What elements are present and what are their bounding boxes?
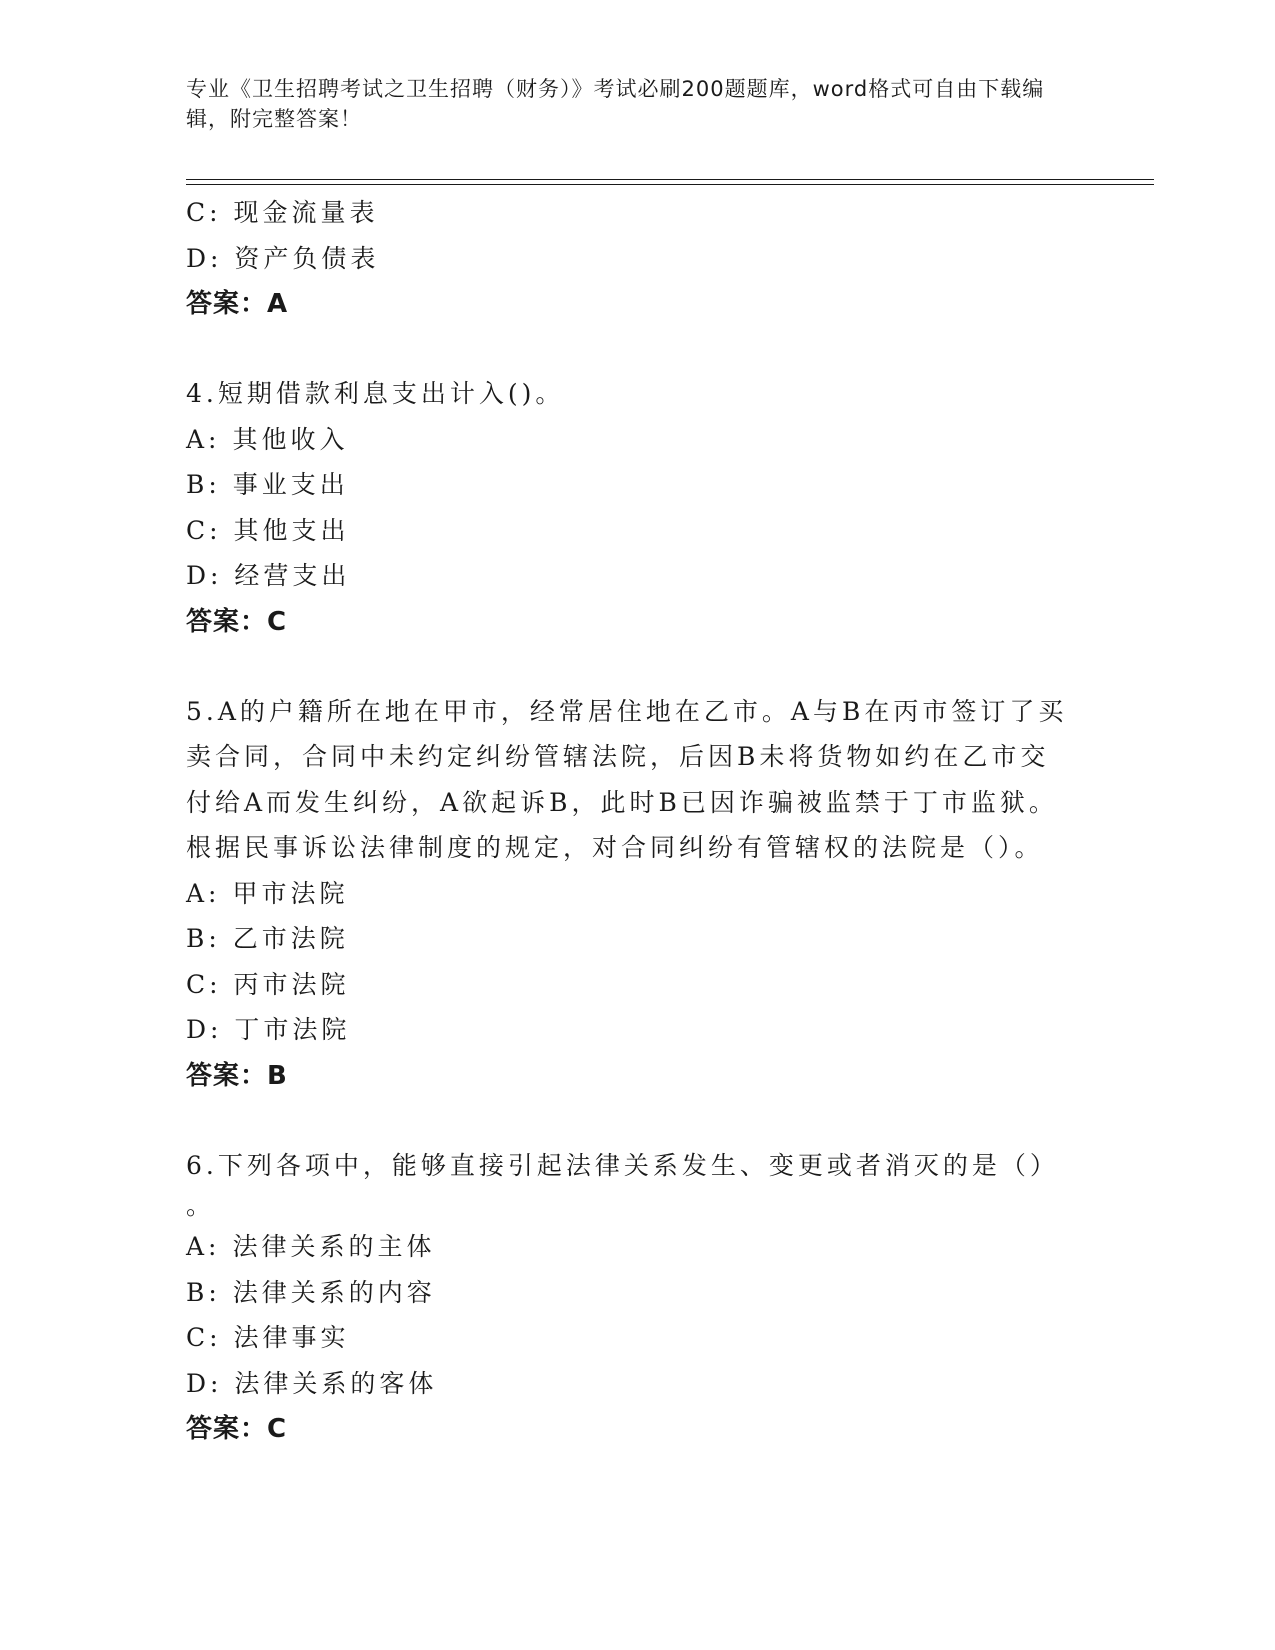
question-block-4 (186, 371, 1086, 645)
answer-line: 答案：A (186, 289, 289, 319)
question-stem-line: 付给A而发生纠纷，A欲起诉B，此时B已因诈骗被监禁于丁市监狱。 (186, 787, 1058, 817)
question-stem: 4.短期借款利息支出计入()。 (186, 379, 565, 408)
header-rule-bottom (186, 184, 1154, 185)
option-c: C: 法律事实 (186, 1323, 350, 1352)
option-d: D: 资产负债表 (186, 243, 380, 273)
option-c: C: 丙市法院 (186, 969, 350, 999)
option-d: D: 法律关系的客体 (186, 1368, 438, 1398)
answer-line: 答案：C (186, 606, 288, 637)
option-a: A: 法律关系的主体 (186, 1232, 436, 1261)
option-d: D: 丁市法院 (186, 1015, 351, 1044)
header-rule-top (186, 179, 1154, 180)
answer-line: 答案：C (186, 1414, 288, 1444)
option-c: C: 其他支出 (186, 515, 350, 545)
question-stem-line: 根据民事诉讼法律制度的规定，对合同纠纷有管辖权的法院是（）。 (186, 833, 1044, 862)
answer-line: 答案：B (186, 1060, 288, 1091)
option-a: A: 其他收入 (186, 424, 349, 454)
question-stem-line: 5.A的户籍所在地在甲市，经常居住地在乙市。A与B在丙市签订了买 (186, 696, 1068, 726)
question-stem-line: 卖合同，合同中未约定纠纷管辖法院，后因B未将货物如约在乙市交 (186, 742, 1050, 771)
option-d: D: 经营支出 (186, 561, 351, 590)
question-block-6 (186, 1143, 1086, 1453)
question-block-5 (186, 689, 1086, 1099)
question-block-prev (186, 190, 1086, 327)
question-stem-line: 。 (186, 1191, 212, 1220)
question-stem-line: 6.下列各项中，能够直接引起法律关系发生、变更或者消灭的是（） (186, 1150, 1059, 1180)
document-header: 专业《卫生招聘考试之卫生招聘（财务）》考试必刷200题题库，word格式可自由下载编辑，附完整答案！ (186, 77, 1045, 131)
question-list (186, 190, 1086, 1452)
option-a: A: 甲市法院 (186, 878, 349, 908)
option-b: B: 法律关系的内容 (186, 1277, 436, 1307)
option-b: B: 事业支出 (186, 470, 349, 499)
option-b: B: 乙市法院 (186, 924, 349, 953)
option-c: C: 现金流量表 (186, 198, 379, 227)
